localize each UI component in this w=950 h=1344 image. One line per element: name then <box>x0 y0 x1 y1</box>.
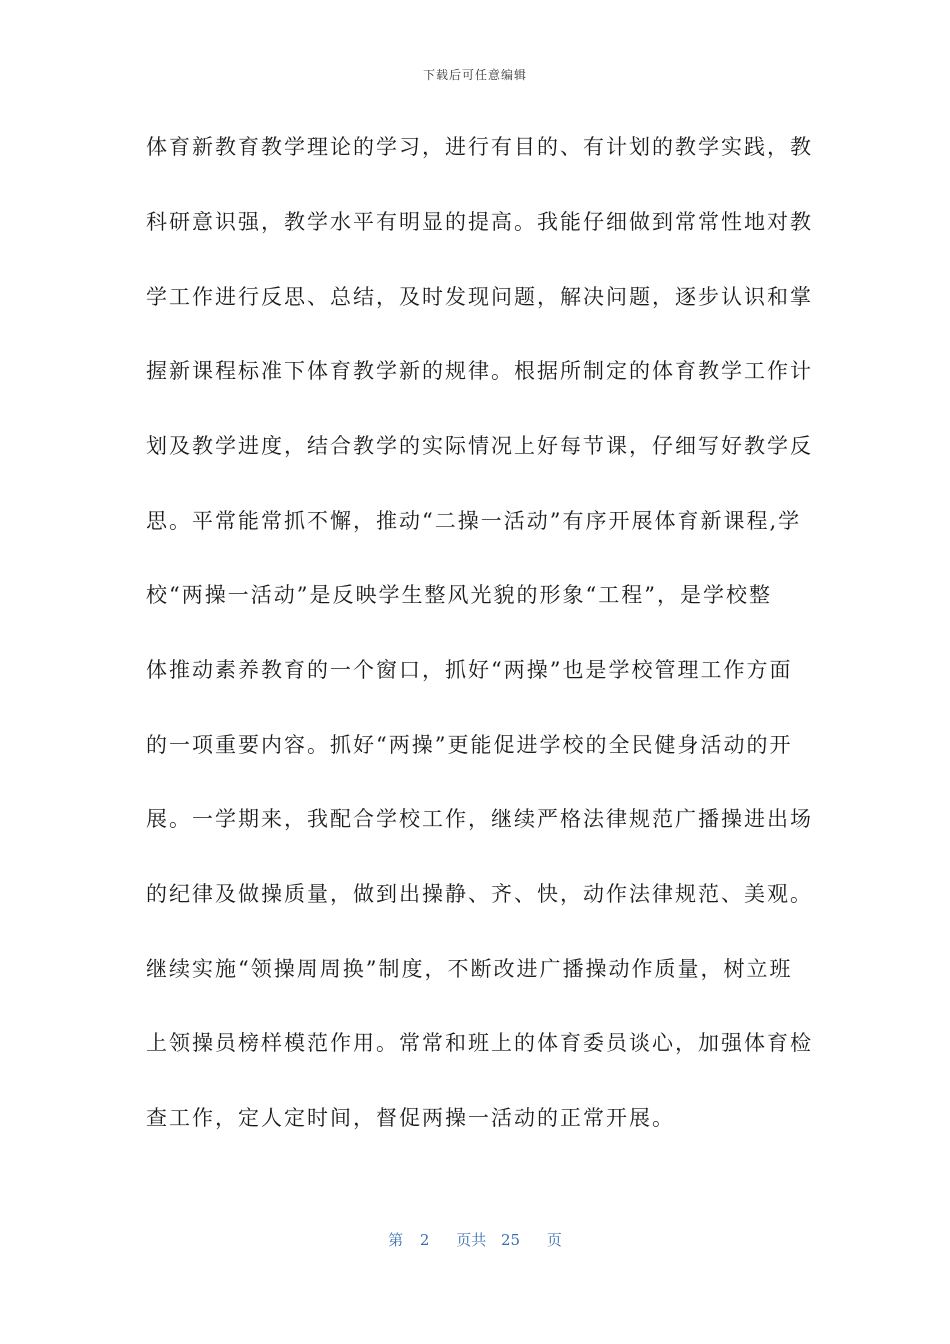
text-line: 学工作进行反思、总结，及时发现问题，解决问题，逐步认识和掌 <box>146 285 813 309</box>
text-line: 查工作，定人定时间，督促两操一活动的正常开展。 <box>146 1106 675 1130</box>
text-line: 思。平常能常抓不懈，推动“二操一活动”有序开展体育新课程,学 <box>146 509 802 533</box>
text-line: 握新课程标准下体育教学新的规律。根据所制定的体育教学工作计 <box>146 359 813 383</box>
text-line: 继续实施“领操周周换”制度，不断改进广播操动作质量，树立班 <box>146 957 793 981</box>
page-label-suffix: 页 <box>546 1231 562 1249</box>
text-line: 上领操员榜样模范作用。常常和班上的体育委员谈心，加强体育检 <box>146 1031 813 1055</box>
page-header: 下载后可任意编辑 <box>422 68 527 82</box>
text-line: 的一项重要内容。抓好“两操”更能促进学校的全民健身活动的开 <box>146 733 793 757</box>
page-label-prefix: 第 <box>388 1231 404 1249</box>
text-line: 展。一学期来，我配合学校工作，继续严格法律规范广播操进出场 <box>146 807 813 831</box>
total-pages-number: 25 <box>501 1231 521 1249</box>
text-line: 科研意识强，教学水平有明显的提高。我能仔细做到常常性地对教 <box>146 210 813 234</box>
text-line: 划及教学进度，结合教学的实际情况上好每节课，仔细写好教学反 <box>146 434 813 458</box>
page-footer <box>0 1229 950 1250</box>
text-line: 校“两操一活动”是反映学生整风光貌的形象“工程”，是学校整 <box>146 583 772 607</box>
text-line: 体育新教育教学理论的学习，进行有目的、有计划的教学实践，教 <box>146 135 813 159</box>
page-label-mid: 页共 <box>456 1231 487 1249</box>
text-line: 体推动素养教育的一个窗口，抓好“两操”也是学校管理工作方面 <box>146 658 793 682</box>
text-line: 的纪律及做操质量，做到出操静、齐、快，动作法律规范、美观。 <box>146 882 813 906</box>
current-page-number: 2 <box>419 1231 430 1249</box>
